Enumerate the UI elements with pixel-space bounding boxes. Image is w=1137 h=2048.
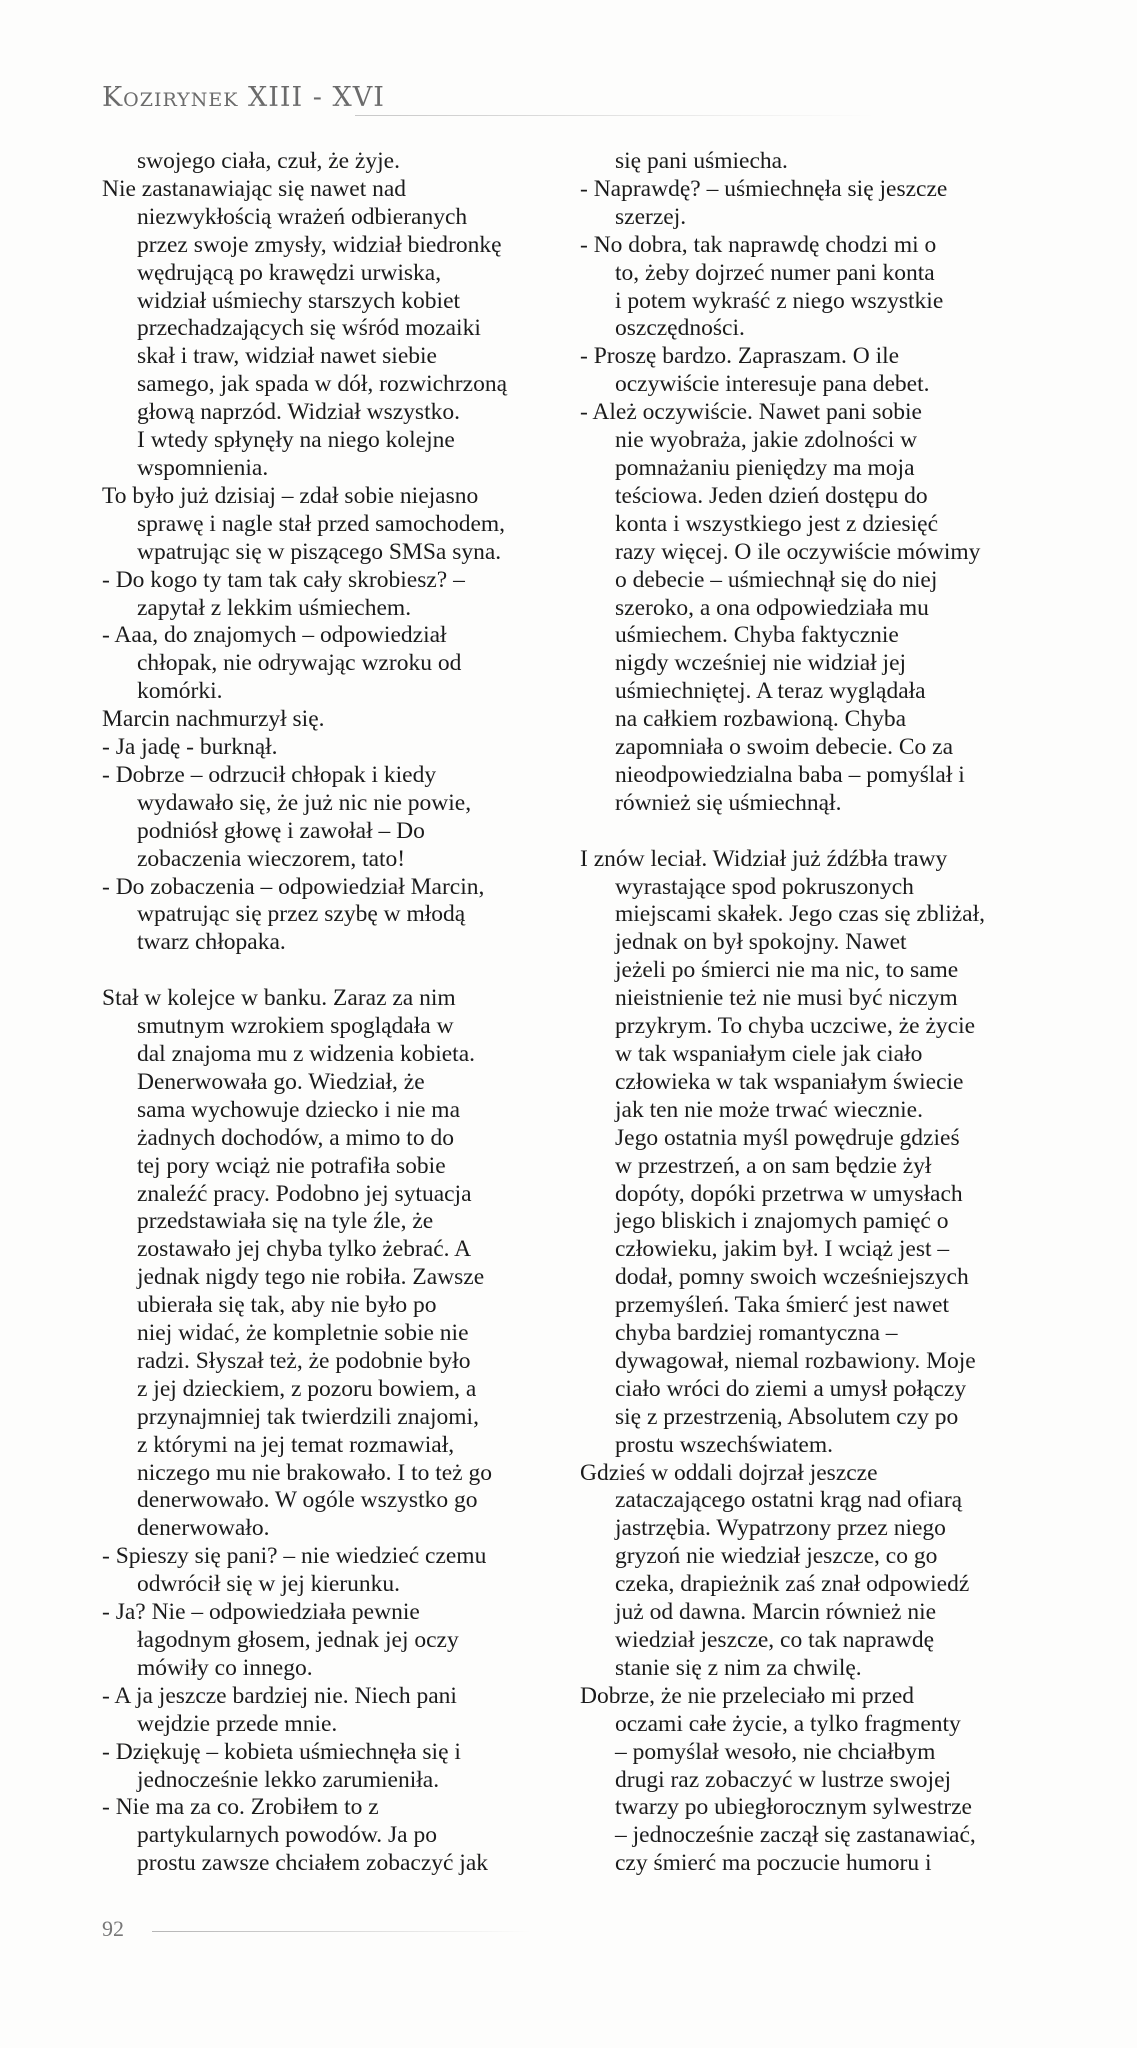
continued-paragraph: się pani uśmiecha. (615, 148, 788, 174)
page-number: 92 (102, 1916, 124, 1941)
running-header: Kozirynek XIII - XVI (102, 82, 385, 113)
paragraph: - Nie ma za co. Zrobiłem to z partykularnych powodów. Ja po prostu zawsze chciałem zobaczyć jak (102, 1794, 489, 1877)
paragraph: - Naprawdę? – uśmiechnęła się jeszcze szerzej. (580, 175, 948, 230)
section-break (102, 957, 557, 985)
footer-rule (152, 1931, 532, 1932)
paragraph: Dobrze, że nie przeleciało mi przed oczami całe życie, a tylko fragmenty – pomyślał wesoło, nie chciałbym drugi raz zobaczyć w lustrze swojej twarzy po ubiegłorocznym sylwestrze – jednocześnie zaczął się zastanawiać, czy śmierć ma poczucie humoru i (580, 1682, 976, 1877)
paragraph: - Do zobaczenia – odpowiedział Marcin, wpatrując się przez szybę w młodą twarz chłopaka. (102, 873, 485, 956)
paragraph: Marcin nachmurzył się. (102, 706, 325, 733)
paragraph: - Spieszy się pani? – nie wiedzieć czemu odwrócił się w jej kierunku. (102, 1543, 487, 1598)
paragraph: Stał w kolejce w banku. Zaraz za nim smutnym wzrokiem spoglądała w dal znajoma mu z widzenia kobieta. Denerwowała go. Wiedział, że sama wychowuje dziecko i nie ma żadnych dochodów, a mimo to do tej pory wciąż nie potrafiła sobie znaleźć pracy. Podobno jej sytuacja przedstawiała się na tyle źle, że zostawało jej chyba tylko żebrać. A jednak nigdy tego nie robiła. Zawsze ubierała się tak, aby nie było po niej widać, że kompletnie sobie nie radzi. Słyszał też, że podobnie było z jej dzieckiem, z pozoru bowiem, a przynajmniej tak twierdzili znajomi, z którymi na jej temat rozmawiał, niczego mu nie brakowało. I to też go denerwowało. W ogóle wszystko go denerwowało. (102, 985, 492, 1542)
paragraph: To było już dzisiaj – zdał sobie niejasno sprawę i nagle stał przed samochodem, wpatrując się w piszącego SMSa syna. (102, 482, 506, 565)
paragraph: - Ależ oczywiście. Nawet pani sobie nie wyobraża, jakie zdolności w pomnażaniu pieniędzy ma moja teściowa. Jeden dzień dostępu do konta i wszystkiego jest z dziesięć razy więcej. O ile oczywiście mówimy o debecie – uśmiechnął się do niej szeroko, a ona odpowiedziała mu uśmiechem. Chyba faktycznie nigdy wcześniej nie widział jej uśmiechniętej. A teraz wyglądała na całkiem rozbawioną. Chyba zapomniała o swoim debecie. Co za nieodpowiedzialna baba – pomyślał i również się uśmiechnął. (580, 399, 981, 816)
right-column (580, 148, 1040, 1878)
paragraph: - Do kogo ty tam tak cały skrobiesz? – zapytał z lekkim uśmiechem. (102, 566, 465, 621)
paragraph: - Dziękuję – kobieta uśmiechnęła się i jednocześnie lekko zarumieniła. (102, 1738, 461, 1793)
left-column (102, 148, 557, 1878)
paragraph: - No dobra, tak naprawdę chodzi mi o to, żeby dojrzeć numer pani konta i potem wykraść z niego wszystkie oszczędności. (580, 231, 944, 342)
paragraph: Gdzieś w oddali dojrzał jeszcze zataczającego ostatni krąg nad ofiarą jastrzębia. Wypatrzony przez niego gryzoń nie wiedział jeszcze, co go czeka, drapieżnik zaś znał odpowiedź już od dawna. Marcin również nie wiedział jeszcze, co tak naprawdę stanie się z nim za chwilę. (580, 1459, 970, 1681)
paragraph: - Aaa, do znajomych – odpowiedział chłopak, nie odrywając wzroku od komórki. (102, 622, 462, 705)
section-break (580, 818, 1040, 846)
paragraph: - Ja jadę - burknął. (102, 734, 278, 761)
paragraph: Nie zastanawiając się nawet nad niezwykłością wrażeń odbieranych przez swoje zmysły, widział biedronkę wędrującą po krawędzi urwiska, widział uśmiechy starszych kobiet przechadzających się wśród mozaiki skał i traw, widział nawet siebie samego, jak spada w dół, rozwichrzoną głową naprzód. Widział wszystko. I wtedy spłynęły na niego kolejne wspomnienia. (102, 175, 507, 481)
paragraph: - Dobrze – odrzucił chłopak i kiedy wydawało się, że już nic nie powie, podniósł głowę i zawołał – Do zobaczenia wieczorem, tato! (102, 761, 472, 872)
paragraph: - Ja? Nie – odpowiedziała pewnie łagodnym głosem, jednak jej oczy mówiły co innego. (102, 1599, 459, 1681)
header-rule (355, 115, 875, 116)
paragraph: - Proszę bardzo. Zapraszam. O ile oczywiście interesuje pana debet. (580, 343, 930, 398)
paragraph: - A ja jeszcze bardziej nie. Niech pani wejdzie przede mnie. (102, 1682, 457, 1737)
paragraph: I znów leciał. Widział już źdźbła trawy wyrastające spod pokruszonych miejscami skałek. Jego czas się zbliżał, jednak on był spokojny. Nawet jeżeli po śmierci nie ma nic, to same nieistnienie też nie musi być niczym przykrym. To chyba uczciwe, że życie w tak wspaniałym ciele jak ciało człowieka w tak wspaniałym świecie jak ten nie może trwać wiecznie. Jego ostatnia myśl powędruje gdzieś w przestrzeń, a on sam będzie żył dopóty, dopóki przetrwa w umysłach jego bliskich i znajomych pamięć o człowieku, jakim był. I wciąż jest – dodał, pomny swoich wcześniejszych przemyśleń. Taka śmierć jest nawet chyba bardziej romantyczna – dywagował, niemal rozbawiony. Moje ciało wróci do ziemi a umysł połączy się z przestrzenią, Absolutem czy po prostu wszechświatem. (580, 845, 985, 1458)
continued-paragraph: swojego ciała, czuł, że żyje. (137, 148, 400, 174)
